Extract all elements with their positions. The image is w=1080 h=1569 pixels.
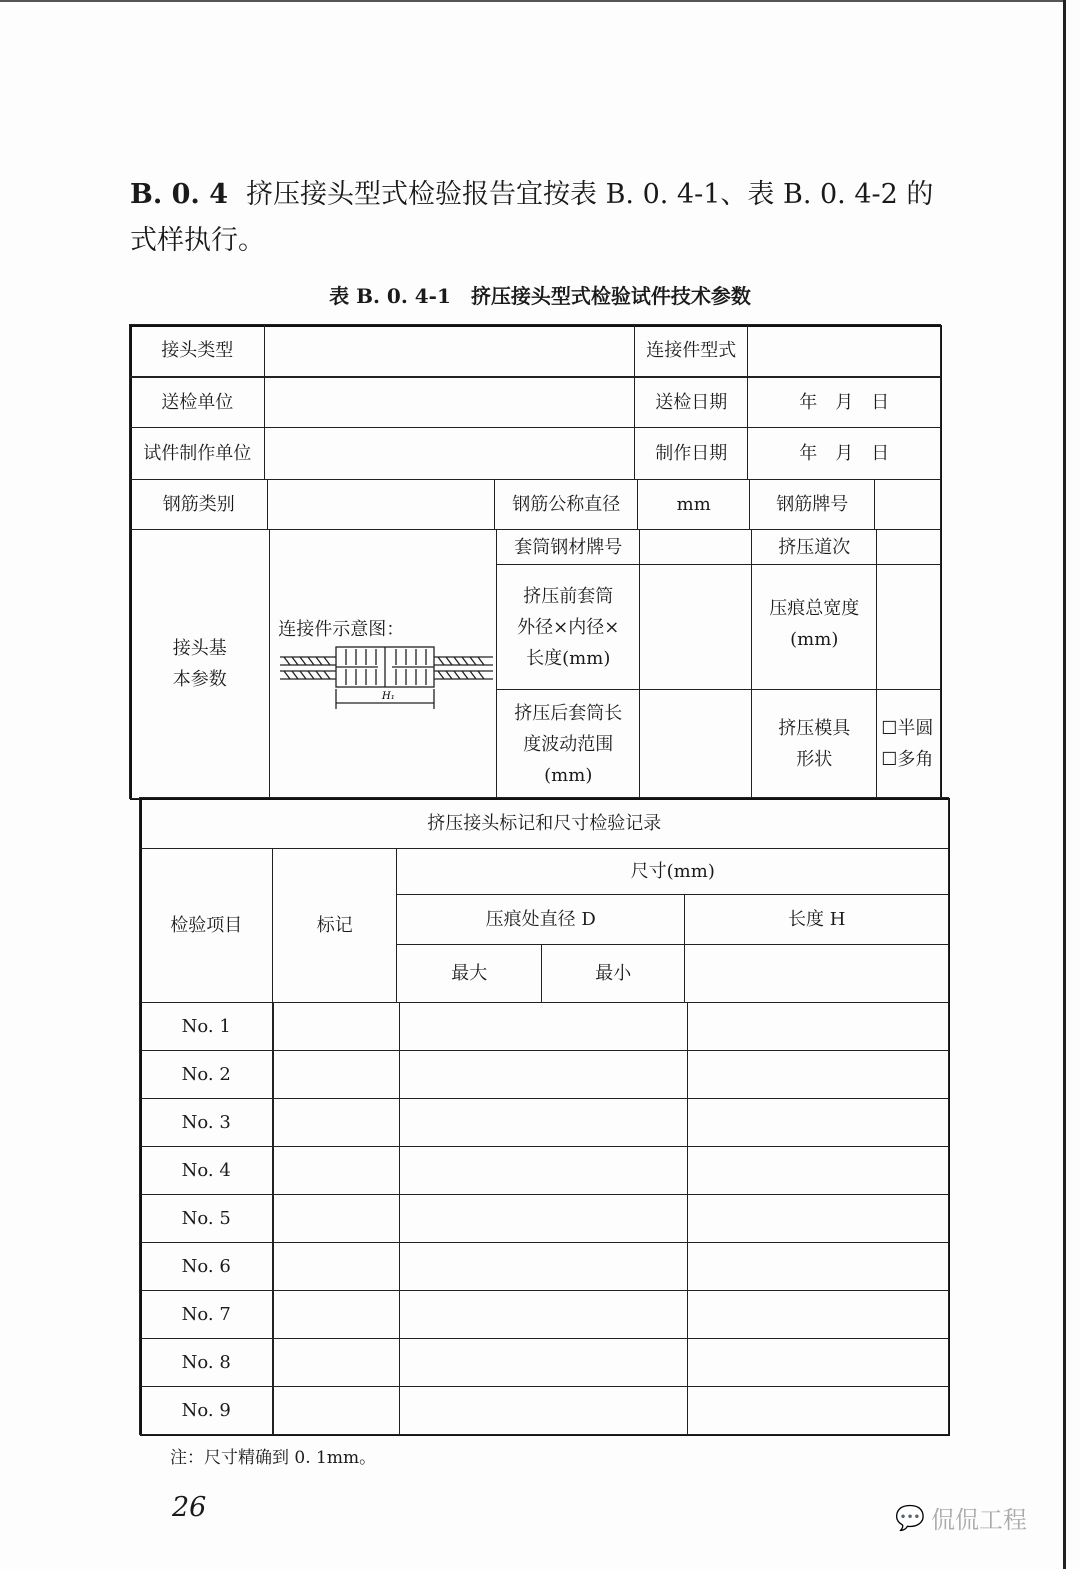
table-cell <box>687 1050 949 1099</box>
wechat-icon: 💬 <box>895 1503 925 1532</box>
label-pre-sleeve: 挤压前套筒外径×内径×长度(mm) <box>496 564 640 690</box>
label-die-shape: 挤压模具形状 <box>751 689 877 799</box>
header-item: 检验项目 <box>139 848 273 1003</box>
label-sleeve-grade: 套筒钢材牌号 <box>496 529 640 565</box>
field-joint-type <box>264 324 635 377</box>
table-cell <box>273 1098 400 1147</box>
table-cell <box>687 1098 949 1147</box>
table-cell <box>399 1242 688 1291</box>
field-rebar-class <box>267 479 495 530</box>
table-cell <box>399 1050 688 1099</box>
option-semicircle-checkbox[interactable]: ☐半圆 <box>881 718 934 740</box>
label-rebar-grade: 钢筋牌号 <box>749 479 875 530</box>
row-label: No. 2 <box>139 1050 273 1099</box>
header-length: 长度 H <box>684 894 949 945</box>
field-passes <box>876 529 941 565</box>
connector-diagram-cell <box>269 529 497 799</box>
table-cell <box>687 1386 949 1435</box>
header-max: 最大 <box>396 944 542 1003</box>
label-passes: 挤压道次 <box>751 529 877 565</box>
field-post-sleeve <box>639 689 752 799</box>
section-text: 挤压接头型式检验报告宜按表 B. 0. 4-1、表 B. 0. 4-2 的式样执行。 <box>130 179 934 256</box>
table-cell <box>399 1338 688 1387</box>
field-connector-form <box>747 324 941 377</box>
table-cell <box>687 1146 949 1195</box>
table-cell <box>273 1050 400 1099</box>
table-cell <box>273 1386 400 1435</box>
header-min: 最小 <box>541 944 685 1003</box>
header-size: 尺寸(mm) <box>396 848 949 895</box>
label-sender: 送检单位 <box>129 377 265 428</box>
field-rebar-grade <box>874 479 941 530</box>
scan-edge-top <box>0 0 1066 2</box>
label-post-sleeve: 挤压后套筒长度波动范围(mm) <box>496 689 640 799</box>
label-maker: 试件制作单位 <box>129 427 265 480</box>
label-connector-form: 连接件型式 <box>634 324 748 377</box>
label-joint-type: 接头类型 <box>129 324 265 377</box>
table-cell <box>399 1386 688 1435</box>
table-cell <box>399 1146 688 1195</box>
label-rebar-class: 钢筋类别 <box>129 479 268 530</box>
page-number: 26 <box>172 1492 207 1523</box>
table-cell <box>687 1194 949 1243</box>
table-cell <box>399 1290 688 1339</box>
table-caption: 表 B. 0. 4-1 挤压接头型式检验试件技术参数 <box>329 284 751 308</box>
field-send-date: 年 月 日 <box>747 377 941 428</box>
section-number: B. 0. 4 <box>130 179 228 210</box>
table-cell <box>273 1002 400 1051</box>
table-cell <box>273 1242 400 1291</box>
connector-sketch-icon <box>278 645 493 715</box>
row-label: No. 5 <box>139 1194 273 1243</box>
row-label: No. 6 <box>139 1242 273 1291</box>
header-diameter: 压痕处直径 D <box>396 894 685 945</box>
table-cell <box>273 1146 400 1195</box>
die-shape-options <box>876 689 941 799</box>
row-label: No. 8 <box>139 1338 273 1387</box>
table-cell <box>273 1194 400 1243</box>
table-cell <box>399 1002 688 1051</box>
option-polygon-checkbox[interactable]: ☐多角 <box>881 749 934 771</box>
table-cell <box>687 1002 949 1051</box>
row-label: No. 7 <box>139 1290 273 1339</box>
table-note: 注：尺寸精确到 0. 1mm。 <box>170 1448 377 1468</box>
label-indent-width: 压痕总宽度(mm) <box>751 564 877 690</box>
table-cell <box>687 1290 949 1339</box>
field-indent-width <box>876 564 941 690</box>
field-maker <box>264 427 635 480</box>
watermark <box>895 1500 1027 1535</box>
watermark-text: 侃侃工程 <box>930 1506 1027 1534</box>
table-cell <box>687 1242 949 1291</box>
row-label: No. 9 <box>139 1386 273 1435</box>
table-cell <box>273 1290 400 1339</box>
header-mark: 标记 <box>272 848 397 1003</box>
scan-edge-right <box>1063 0 1066 1569</box>
field-sleeve-grade <box>639 529 752 565</box>
field-make-date: 年 月 日 <box>747 427 941 480</box>
field-rebar-diameter: mm <box>637 479 750 530</box>
diagram-label: 连接件示意图： <box>278 618 405 640</box>
field-sender <box>264 377 635 428</box>
field-pre-sleeve <box>639 564 752 690</box>
label-make-date: 制作日期 <box>634 427 748 480</box>
diagram-dim: H₁ <box>382 690 395 702</box>
row-label: No. 1 <box>139 1002 273 1051</box>
table-cell <box>399 1194 688 1243</box>
table-cell <box>273 1338 400 1387</box>
record-title: 挤压接头标记和尺寸检验记录 <box>139 797 949 849</box>
section-paragraph <box>130 172 950 264</box>
row-label: No. 3 <box>139 1098 273 1147</box>
row-label: No. 4 <box>139 1146 273 1195</box>
table-cell <box>399 1098 688 1147</box>
header-length-blank <box>684 944 949 1003</box>
label-basic-params: 接头基本参数 <box>129 529 270 799</box>
label-send-date: 送检日期 <box>634 377 748 428</box>
label-rebar-diameter: 钢筋公称直径 <box>494 479 638 530</box>
table-cell <box>687 1338 949 1387</box>
